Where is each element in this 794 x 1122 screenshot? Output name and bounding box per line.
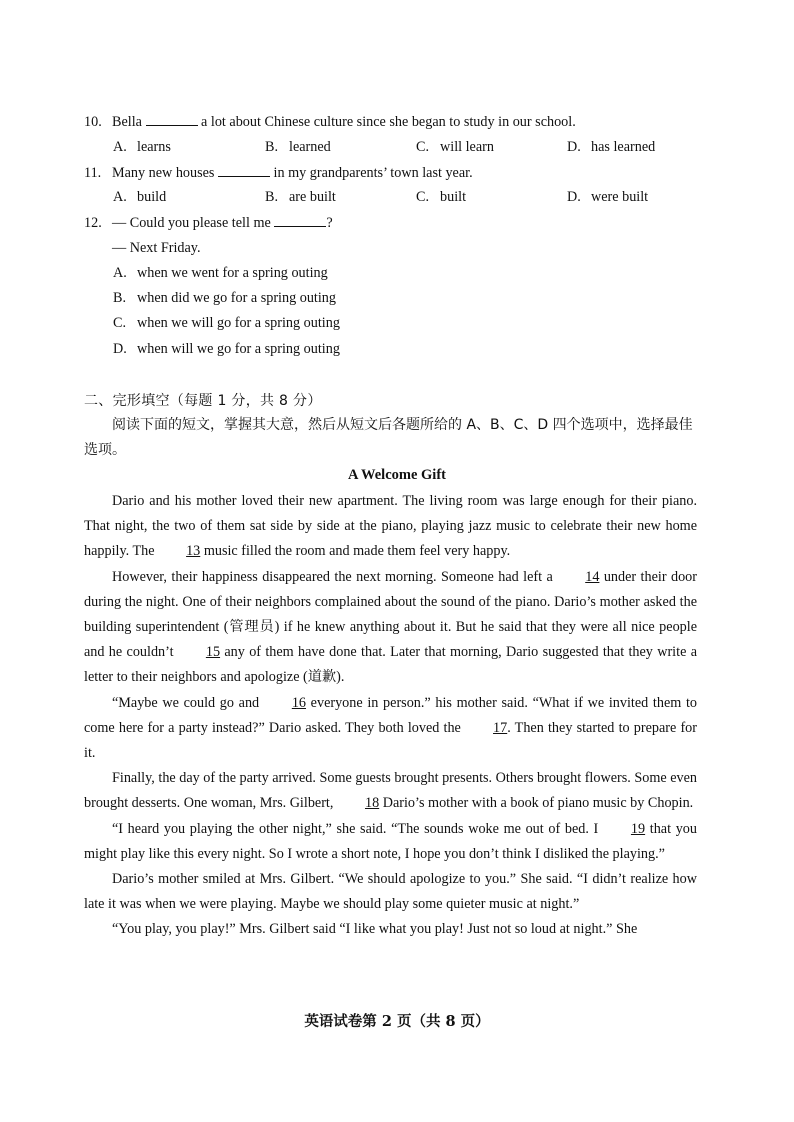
passage-paragraph: Dario’s mother smiled at Mrs. Gilbert. “We should apologize to you.” She said. “I didn’t realize how late it was when we were playing. Maybe we should play some quieter music at night.” [84, 871, 697, 913]
passage-title: A Welcome Gift [348, 467, 446, 483]
instruction-text: 阅读下面的短文，掌握其大意，然后从短文后各题所给的 A、B、C、D 四个选项中，选择最佳选项。 [84, 417, 693, 458]
question-12 [84, 214, 333, 232]
passage-body [84, 489, 697, 943]
dialogue-reply: — Next Friday. [112, 240, 201, 256]
option-10-d: D. has learned [567, 139, 656, 155]
passage-paragraph: However, their happiness disappeared the next morning. Someone had left a 14 under their door during the night. One of their neighbors complained about the sound of the piano. Dario’s mother asked the building superintendent (管理员) if he knew anything about it. But he said that they were all nice people and he couldn’t 15 any of them have done that. Later that morning, Dario suggested that they write a letter to their neighbors and apologize (道歉). [84, 565, 697, 691]
cloze-blank-18: 18 [364, 795, 380, 812]
cloze-blank-17: 17 [493, 719, 508, 736]
passage-paragraph: “Maybe we could go and 16 everyone in person.” his mother said. “What if we invited them to come here for a party instead?” Dario asked. They both loved the 17. Then they started to prepare for it. [84, 691, 697, 767]
option-10-c: C. will learn [416, 139, 494, 155]
section-instruction [84, 413, 698, 463]
option-11-a: A. build [113, 189, 167, 205]
question-stem-after: ? [326, 215, 333, 231]
option-10-a: A. learns [113, 139, 171, 155]
answer-blank [218, 164, 270, 177]
page-footer: 英语试卷第 2 页（共 8 页） [304, 1013, 490, 1030]
question-stem-after: a lot about Chinese culture since she began to study in our school. [201, 114, 576, 130]
option-10-b: B. learned [265, 139, 331, 155]
question-stem-before: Bella [112, 114, 142, 130]
passage-paragraph: Finally, the day of the party arrived. Some guests brought presents. Others brought flowers. Some even brought desserts. One woman, Mrs. Gilbert, 18 Dario’s mother with a book of piano music by Chopin. [84, 766, 697, 816]
question-number: 10. [84, 114, 102, 130]
option-11-c: C. built [416, 189, 467, 205]
answer-blank [274, 214, 326, 227]
option-12-c: C. when we will go for a spring outing [113, 315, 340, 331]
question-stem-before: — Could you please tell me [112, 215, 271, 231]
cloze-blank-15: 15 [205, 644, 221, 661]
section-heading: 二、完形填空（每题 1 分，共 8 分） [84, 393, 322, 409]
cloze-blank-14: 14 [585, 568, 600, 585]
passage-paragraph: “You play, you play!” Mrs. Gilbert said “I like what you play! Just not so loud at night.” She [112, 921, 638, 938]
option-11-d: D. were built [567, 189, 649, 205]
option-12-d: D. when will we go for a spring outing [113, 341, 340, 357]
question-11 [84, 164, 473, 182]
option-12-a: A. when we went for a spring outing [113, 265, 328, 281]
cloze-blank-19: 19 [630, 820, 646, 837]
question-stem-before: Many new houses [112, 165, 215, 181]
question-stem-after: in my grandparents’ town last year. [273, 165, 473, 181]
passage-paragraph: “I heard you playing the other night,” she said. “The sounds woke me out of bed. I 19 that you might play like this every night. So I wrote a short note, I hope you don’t think I disliked the playing.” [84, 817, 697, 867]
option-11-b: B. are built [265, 189, 336, 205]
cloze-blank-16: 16 [291, 694, 306, 711]
question-number: 11. [84, 165, 102, 181]
question-number: 12. [84, 215, 102, 231]
question-10 [84, 113, 576, 131]
cloze-blank-13: 13 [186, 543, 201, 560]
answer-blank [146, 113, 198, 126]
passage-paragraph: Dario and his mother loved their new apartment. The living room was large enough for their piano. That night, the two of them sat side by side at the piano, playing jazz music to celebrate their new home happily. The 13 music filled the room and made them feel very happy. [84, 489, 697, 565]
option-12-b: B. when did we go for a spring outing [113, 290, 336, 306]
